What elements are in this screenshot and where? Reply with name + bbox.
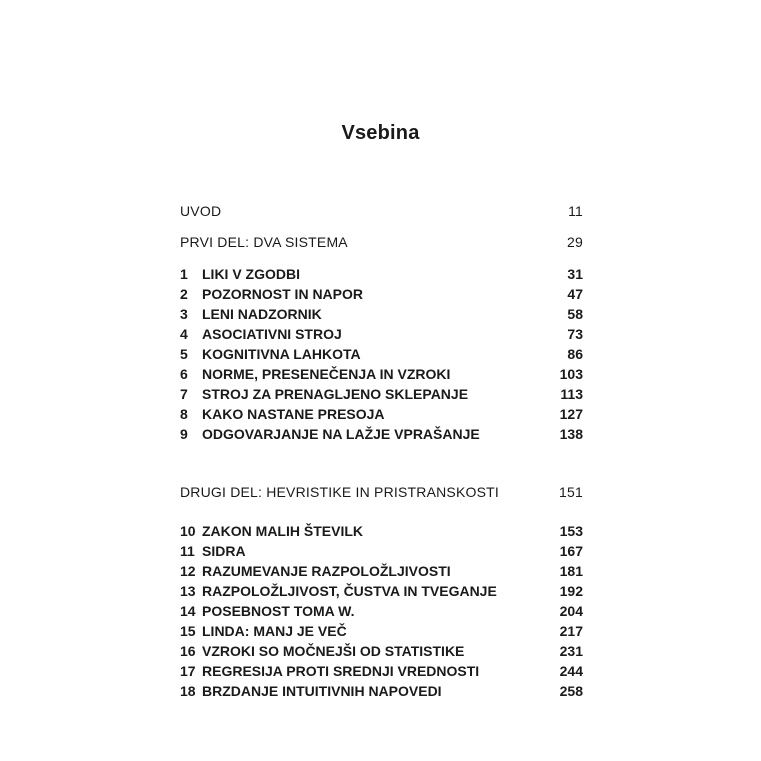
- chapter-page-number: 204: [559, 603, 583, 619]
- chapter-page-number: 113: [560, 386, 583, 402]
- chapter-number: 17: [180, 663, 196, 679]
- chapter-page-number: 127: [559, 406, 583, 422]
- chapter-title: ZAKON MALIH ŠTEVILK: [202, 523, 363, 539]
- toc-chapter-row: [180, 621, 583, 641]
- chapter-title: NORME, PRESENEČENJA IN VZROKI: [202, 366, 451, 382]
- toc-chapter-row: [180, 344, 583, 364]
- chapter-title: BRZDANJE INTUITIVNIH NAPOVEDI: [202, 683, 442, 699]
- chapter-page-number: 138: [559, 426, 583, 442]
- chapter-number: 1: [180, 266, 188, 282]
- toc-chapter-row: [180, 561, 583, 581]
- chapter-page-number: 31: [567, 266, 583, 282]
- chapter-page-number: 192: [559, 583, 583, 599]
- toc-chapter-row: [180, 581, 583, 601]
- chapter-number: 14: [180, 603, 196, 619]
- chapter-number: 3: [180, 306, 188, 322]
- chapter-title: LIKI V ZGODBI: [202, 266, 300, 282]
- chapter-number: 9: [180, 426, 188, 442]
- chapter-number: 11: [180, 543, 195, 559]
- chapter-page-number: 244: [559, 663, 583, 679]
- chapter-title: LINDA: MANJ JE VEČ: [202, 623, 347, 639]
- chapter-page-number: 47: [567, 286, 583, 302]
- toc-chapter-row: [180, 384, 583, 404]
- chapter-number: 16: [180, 643, 196, 659]
- chapter-number: 7: [180, 386, 188, 402]
- toc-chapter-row: [180, 681, 583, 701]
- chapter-number: 8: [180, 406, 188, 422]
- toc-chapter-row: [180, 404, 583, 424]
- chapter-page-number: 86: [567, 346, 583, 362]
- chapter-title: POZORNOST IN NAPOR: [202, 286, 364, 302]
- chapter-page-number: 167: [559, 543, 583, 559]
- chapter-title: ODGOVARJANJE NA LAŽJE VPRAŠANJE: [202, 426, 480, 442]
- chapter-number: 18: [180, 683, 196, 699]
- chapter-number: 10: [180, 523, 196, 539]
- toc-entry-label: PRVI DEL: DVA SISTEMA: [180, 234, 348, 250]
- toc-chapter-row: [180, 541, 583, 561]
- toc-entry-page: 11: [568, 203, 583, 219]
- toc-entry-part-2: [180, 482, 583, 502]
- page-title: Vsebina: [341, 122, 420, 144]
- chapter-page-number: 217: [559, 623, 583, 639]
- toc-chapter-row: [180, 601, 583, 621]
- chapter-number: 4: [180, 326, 188, 342]
- chapter-title: KAKO NASTANE PRESOJA: [202, 406, 385, 422]
- chapter-page-number: 231: [559, 643, 583, 659]
- chapter-number: 15: [180, 623, 196, 639]
- toc-entry-label: UVOD: [180, 203, 222, 219]
- chapter-page-number: 73: [567, 326, 583, 342]
- chapter-title: RAZUMEVANJE RAZPOLOŽLJIVOSTI: [202, 563, 451, 579]
- chapter-number: 6: [180, 366, 188, 382]
- chapter-page-number: 181: [559, 563, 583, 579]
- toc-entry-intro: [180, 201, 583, 221]
- chapter-number: 13: [180, 583, 196, 599]
- toc-chapter-row: [180, 661, 583, 681]
- toc-entry-label: DRUGI DEL: HEVRISTIKE IN PRISTRANSKOSTI: [180, 484, 499, 500]
- chapter-title: SIDRA: [202, 543, 246, 559]
- toc-chapter-row: [180, 284, 583, 304]
- toc-entry-page: 151: [559, 484, 583, 500]
- chapter-number: 2: [180, 286, 188, 302]
- chapter-title: RAZPOLOŽLJIVOST, ČUSTVA IN TVEGANJE: [202, 583, 497, 599]
- toc-entry-part-1: [180, 232, 583, 252]
- chapter-page-number: 58: [567, 306, 583, 322]
- toc-entry-page: 29: [567, 234, 583, 250]
- chapter-title: LENI NADZORNIK: [202, 306, 322, 322]
- chapter-page-number: 153: [559, 523, 583, 539]
- chapter-page-number: 258: [559, 683, 583, 699]
- toc-chapter-row: [180, 304, 583, 324]
- toc-chapter-row: [180, 521, 583, 541]
- toc-chapter-row: [180, 364, 583, 384]
- toc-chapter-row: [180, 424, 583, 444]
- chapter-title: KOGNITIVNA LAHKOTA: [202, 346, 361, 362]
- chapter-title: REGRESIJA PROTI SREDNJI VREDNOSTI: [202, 663, 480, 679]
- chapter-title: ASOCIATIVNI STROJ: [202, 326, 342, 342]
- chapter-title: VZROKI SO MOČNEJŠI OD STATISTIKE: [202, 643, 465, 659]
- chapter-title: STROJ ZA PRENAGLJENO SKLEPANJE: [202, 386, 469, 402]
- chapter-number: 12: [180, 563, 196, 579]
- toc-chapter-row: [180, 641, 583, 661]
- toc-chapter-row: [180, 264, 583, 284]
- toc-chapter-row: [180, 324, 583, 344]
- chapter-title: POSEBNOST TOMA W.: [202, 603, 355, 619]
- chapter-number: 5: [180, 346, 188, 362]
- chapter-page-number: 103: [559, 366, 583, 382]
